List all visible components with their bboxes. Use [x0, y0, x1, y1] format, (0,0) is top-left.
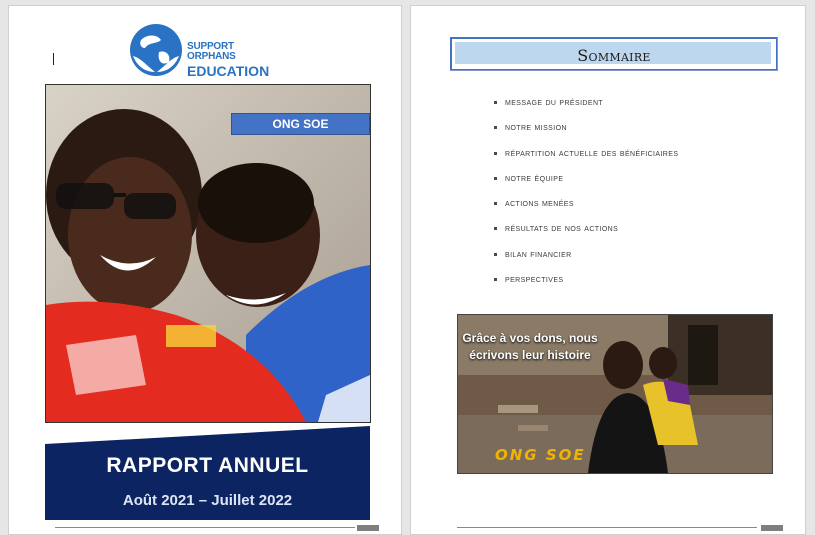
- toc-item-label: message du président: [505, 97, 604, 108]
- bullet-icon: [494, 177, 497, 180]
- bullet-icon: [494, 101, 497, 104]
- photo-tag: ONG SOE: [231, 113, 370, 135]
- donation-org-label: ONG SOE: [495, 446, 586, 464]
- logo-line1: SUPPORT ORPHANS: [187, 41, 236, 62]
- report-period: Août 2021 – Juillet 2022: [122, 492, 293, 509]
- toc-title: Sommaire: [577, 46, 651, 65]
- toc-item-label: notre mission: [505, 122, 567, 134]
- toc-item[interactable]: [494, 274, 678, 299]
- footer-block: [357, 525, 379, 531]
- cover-photo: [45, 84, 371, 423]
- bullet-icon: [494, 253, 497, 256]
- bullet-icon: [494, 202, 497, 205]
- toc-item-label: bilan financier: [505, 248, 572, 260]
- report-title: RAPPORT ANNUEL: [106, 454, 309, 477]
- report-banner: [45, 424, 370, 520]
- bullet-icon: [494, 227, 497, 230]
- toc-item-label: résultats de nos actions: [505, 223, 619, 235]
- toc-item-label: notre équipe: [505, 172, 564, 184]
- toc-item[interactable]: [494, 223, 678, 248]
- toc-item-label: perspectives: [505, 274, 564, 286]
- toc-header: [450, 37, 778, 71]
- toc-item[interactable]: [494, 173, 678, 198]
- footer-block: [761, 525, 783, 531]
- toc-item-label: actions menées: [505, 198, 574, 210]
- donation-photo: [457, 314, 773, 474]
- toc-item[interactable]: [494, 122, 678, 147]
- text-cursor: [53, 53, 54, 65]
- logo: [127, 22, 277, 78]
- toc-item-label: répartition actuelle des bénéficiaires: [505, 147, 679, 159]
- toc-list: [494, 97, 678, 299]
- bullet-icon: [494, 278, 497, 281]
- footer-rule: [55, 527, 355, 528]
- bullet-icon: [494, 126, 497, 129]
- logo-line2: EDUCATION: [187, 63, 270, 79]
- toc-item[interactable]: [494, 249, 678, 274]
- page-right: [410, 5, 806, 535]
- toc-item[interactable]: [494, 148, 678, 173]
- globe-hands-icon: [127, 22, 185, 78]
- toc-item[interactable]: [494, 97, 678, 122]
- toc-item[interactable]: [494, 198, 678, 223]
- page-left: [8, 5, 402, 535]
- donation-caption: Grâce à vos dons, nous écrivons leur histoire: [462, 331, 598, 362]
- bullet-icon: [494, 152, 497, 155]
- footer-rule: [457, 527, 757, 528]
